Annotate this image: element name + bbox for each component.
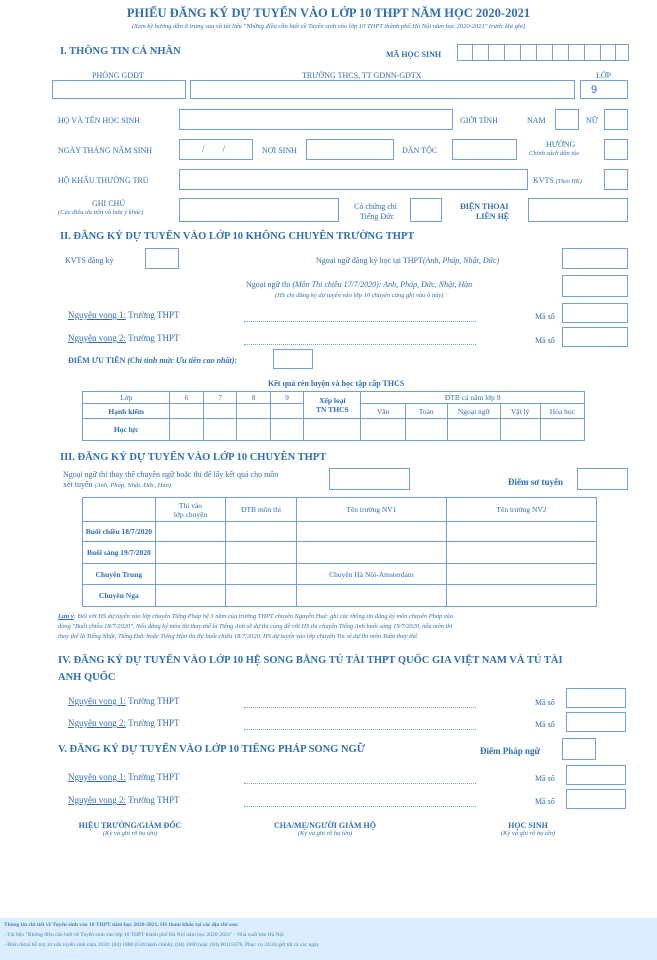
s2-wish1-code-label: Mã số	[535, 312, 555, 321]
kvts-reg-label: KVTS đăng ký	[65, 256, 114, 265]
s4-wish2	[68, 718, 180, 728]
dept-field[interactable]	[52, 80, 186, 99]
dob-value: / /	[202, 144, 226, 154]
row-label-academic: Học lực	[83, 419, 170, 441]
lang-exam-field[interactable]	[562, 275, 628, 297]
kvts-sub: (Theo HK)	[555, 179, 582, 185]
grid-rank-header	[304, 392, 361, 419]
sig-principal-sub: (Ký và ghi rõ họ tên)	[102, 830, 158, 837]
dob-field[interactable]	[179, 139, 253, 160]
grid-header-class: Lớp	[83, 392, 170, 404]
s4-wish1-code-label: Mã số	[535, 698, 555, 707]
lang-reg-field[interactable]	[562, 248, 628, 269]
signature-student[interactable]	[458, 821, 598, 837]
female-checkbox[interactable]	[604, 109, 628, 130]
s3-lang-label-2-text: xét tuyển	[63, 480, 93, 489]
prelim-label: Điểm sơ tuyển	[508, 477, 563, 487]
spec-r1-avg[interactable]	[226, 522, 297, 542]
lang-exam-note: (HS chỉ đăng ký dự tuyển vào lớp 10 chuyên cũng ghi vào ô này)	[275, 292, 444, 299]
section3-heading: III. ĐĂNG KÝ DỰ TUYỂN VÀO LỚP 10 CHUYÊN THPT	[60, 452, 327, 463]
subject-hoahoc: Hóa học	[540, 403, 584, 418]
s3-note-1	[58, 613, 453, 620]
s4-wish2-label: Nguyện vọng 2:	[68, 718, 126, 728]
dob-label: NGÀY THÁNG NĂM SINH	[58, 146, 152, 155]
spec-r2-nv2[interactable]	[446, 542, 596, 564]
s3-note-2: dòng "Buổi chiều 18/7/2020". Nếu đăng ký môn thi thay thế là Tiếng Anh sẽ dự thi cùng đề với HS thi chuyên Tiếng Anh buổi sáng 19/7/2020, nếu môn thi	[58, 623, 453, 630]
lang-exam-label-text: Ngoại ngữ thi	[246, 280, 291, 289]
academic-7[interactable]	[203, 419, 236, 441]
rank-label-2: TN THCS	[316, 405, 349, 415]
spec-r2-nv1[interactable]	[296, 542, 446, 564]
school-field[interactable]	[190, 80, 575, 99]
s2-wish1-prefix: Trường THPT	[128, 310, 180, 320]
s4-wish1-prefix: Trường THPT	[128, 696, 180, 706]
section4-heading-2: ANH QUỐC	[58, 672, 116, 683]
footer-line-2: - Tài liệu "Những điều cần biết về Tuyển sinh vào lớp 10 THPT thành phố Hà Nội năm học 2020-2021" - Nhà xuất bản Hà Nội	[4, 932, 284, 938]
s2-wish2-code-field[interactable]	[562, 327, 628, 347]
kvts-label-text: KVTS	[533, 176, 554, 185]
s2-wish1-code-field[interactable]	[562, 303, 628, 323]
note-field[interactable]	[179, 198, 339, 222]
footer-line-3: - Điện thoại hỗ trợ, tư vấn tuyển sinh năm 2020: (04) 1088 (Gửi hành chính); (04) 1080 hoặc (04) 80115678. Phục vụ 24/24 giờ tất cả các ngày	[4, 942, 320, 948]
lang-reg-label-text: Ngoại ngữ đăng ký học tại THPT	[316, 256, 423, 265]
s4-wish1	[68, 696, 180, 706]
spec-col-exam-1: Thi vào	[178, 500, 203, 510]
phone-label-1: ĐIỆN THOẠI	[460, 202, 509, 211]
priority-sub: (Chỉ tính mức Ưu tiên cao nhất):	[127, 356, 238, 365]
s4-wish1-code-field[interactable]	[566, 688, 626, 708]
s5-wish1-prefix: Trường THPT	[128, 772, 180, 782]
grid-header-6: 6	[170, 392, 203, 404]
section5-heading: V. ĐĂNG KÝ DỰ TUYỂN VÀO LỚP 10 TIẾNG PHÁP SONG NGỮ	[58, 744, 366, 755]
spec-r3-nv2[interactable]	[446, 564, 596, 585]
spec-corner	[83, 498, 156, 522]
kvts-reg-field[interactable]	[145, 248, 179, 269]
cert-label-1: Có chứng chỉ	[354, 202, 397, 211]
subject-van: Văn	[361, 403, 405, 418]
s4-wish1-label: Nguyện vọng 1:	[68, 696, 126, 706]
s2-wish2	[68, 333, 180, 343]
avg-ngoaingu[interactable]	[447, 419, 500, 441]
spec-r1-nv2[interactable]	[446, 522, 596, 542]
sig-principal-title: HIỆU TRƯỞNG/GIÁM ĐỐC	[78, 821, 182, 830]
spec-r3-exam[interactable]	[155, 564, 226, 585]
subject-toan: Toán	[405, 403, 447, 418]
s3-note-label: Lưu ý	[58, 613, 74, 620]
signature-parent[interactable]	[250, 821, 400, 837]
s2-wish2-label: Nguyện vọng 2:	[68, 333, 126, 343]
academic-9[interactable]	[270, 419, 303, 441]
sig-student-title: HỌC SINH	[508, 821, 548, 830]
ethnicity-label: DÂN TỘC	[402, 146, 438, 155]
s5-wish2-code-label: Mã số	[535, 797, 555, 806]
class-label: LỚP	[596, 71, 612, 80]
grid-header-8: 8	[237, 392, 270, 404]
note-label: GHI CHÚ	[92, 199, 126, 208]
policy-sub: Chính sách dân tộc	[529, 150, 580, 157]
conduct-9[interactable]	[270, 403, 303, 418]
birthplace-label: NƠI SINH	[262, 146, 297, 155]
row-label-conduct: Hạnh kiểm	[83, 403, 170, 418]
class-field[interactable]	[580, 80, 628, 99]
s5-wish2	[68, 795, 180, 805]
s3-lang-sub: (Anh, Pháp, Nhật, Đức, Hàn)	[94, 482, 172, 489]
rank-field[interactable]	[304, 419, 361, 441]
french-score-label: Điểm Pháp ngữ	[480, 746, 540, 756]
sig-student-sub: (Ký và ghi rõ họ tên)	[500, 830, 556, 837]
spec-col-exam-2: lớp chuyên	[173, 509, 208, 519]
sig-parent-title: CHA/MẸ/NGƯỜI GIÁM HỘ	[274, 821, 376, 830]
priority-field[interactable]	[273, 349, 313, 369]
note-sub: (Các điều ưu tiên và hưu ý khác)	[58, 209, 144, 216]
female-label: NỮ	[586, 116, 598, 125]
name-field[interactable]	[179, 109, 453, 130]
results-title: Kết quả rèn luyện và học tập cấp THCS	[268, 379, 405, 388]
s4-wish2-code-label: Mã số	[535, 720, 555, 729]
policy-label: HƯỞNG	[546, 140, 576, 149]
spec-r1-nv1[interactable]	[296, 522, 446, 542]
lang-reg-label	[316, 256, 499, 265]
form-title: PHIẾU ĐĂNG KÝ DỰ TUYỂN VÀO LỚP 10 THPT NĂM HỌC 2020-2021	[126, 6, 531, 20]
gender-label: GIỚI TÍNH	[460, 116, 498, 125]
ethnicity-field[interactable]	[452, 139, 517, 160]
subject-ngoaingu: Ngoại ngữ	[447, 403, 500, 418]
s5-wish1-label: Nguyện vọng 1:	[68, 772, 126, 782]
s5-wish2-label: Nguyện vọng 2:	[68, 795, 126, 805]
spec-col-exam	[155, 498, 226, 522]
conduct-7[interactable]	[203, 403, 236, 418]
rank-label-1: Xếp loại	[319, 396, 346, 406]
spec-r4-avg[interactable]	[226, 585, 297, 607]
lang-exam-label	[246, 280, 472, 289]
s2-wish2-line[interactable]	[244, 344, 476, 345]
footer-line-1: Thông tin chi tiết về Tuyển sinh vào 10 THPT năm học 2020-2021, HS tham khảo tại các địa chỉ sau:	[4, 922, 239, 928]
s2-wish2-code-label: Mã số	[535, 336, 555, 345]
avg-van[interactable]	[361, 419, 405, 441]
spec-col-nv1: Tên trường NV1	[296, 498, 446, 522]
s2-wish1-label: Nguyện vọng 1:	[68, 310, 126, 320]
s5-wish1-code-label: Mã số	[535, 774, 555, 783]
kvts-field[interactable]	[604, 169, 628, 190]
s5-wish2-line[interactable]	[244, 806, 476, 807]
french-score-field[interactable]	[562, 738, 596, 760]
s4-wish2-code-field[interactable]	[566, 712, 626, 732]
s2-wish1-line[interactable]	[244, 321, 476, 322]
spec-row-2: Buổi sáng 19/7/2020	[83, 542, 156, 564]
specialty-table	[82, 497, 597, 607]
s3-lang-field[interactable]	[329, 468, 410, 490]
spec-hn-ams: Chuyên Hà Nội-Amsterdam	[296, 564, 446, 585]
male-checkbox[interactable]	[555, 109, 579, 130]
s5-wish1-line[interactable]	[244, 783, 476, 784]
academic-6[interactable]	[170, 419, 203, 441]
s2-wish1	[68, 310, 180, 320]
results-table	[82, 391, 585, 441]
spec-r4-nv2[interactable]	[446, 585, 596, 607]
spec-row-1: Buổi chiều 18/7/2020	[83, 522, 156, 542]
s3-note-3: thay thế là Tiếng Nhật, Tiếng Đức hoặc Tiếng Hàn thi thi buổi chiều 18/7/2020. HS dự tuyển vào lớp chuyên Tin sẽ dự thi môn Toán thay thế.	[58, 633, 419, 640]
grid-avg-header: ĐTB cả năm lớp 9	[361, 392, 585, 404]
s4-wish1-line[interactable]	[244, 707, 476, 708]
school-label: TRƯỜNG THCS, TT GDNN-GDTX	[302, 71, 422, 80]
birthplace-field[interactable]	[306, 139, 394, 160]
grid-header-7: 7	[203, 392, 236, 404]
prelim-field[interactable]	[577, 468, 628, 490]
spec-r4-nv1[interactable]	[296, 585, 446, 607]
s4-wish2-prefix: Trường THPT	[128, 718, 180, 728]
policy-checkbox[interactable]	[604, 139, 628, 160]
phone-field[interactable]	[528, 198, 628, 222]
lang-exam-sub: (Môn Thi chiều 17/7/2020): Anh, Pháp, Đức, Nhật, Hàn	[292, 280, 473, 289]
lang-reg-sub: (Anh, Pháp, Nhật, Đức)	[422, 256, 500, 265]
priority-label-text: ĐIỂM ƯU TIÊN	[68, 356, 126, 365]
s5-wish2-prefix: Trường THPT	[128, 795, 180, 805]
spec-r2-exam[interactable]	[155, 542, 226, 564]
s4-wish2-line[interactable]	[244, 729, 476, 730]
conduct-8[interactable]	[237, 403, 270, 418]
spec-col-nv2: Tên trường NV2	[446, 498, 596, 522]
conduct-6[interactable]	[170, 403, 203, 418]
section4-heading-1: IV. ĐĂNG KÝ DỰ TUYỂN VÀO LỚP 10 HỆ SONG BẰNG TÚ TÀI THPT QUỐC GIA VIỆT NAM VÀ TÚ TÀI	[58, 655, 563, 666]
spec-col-avg: ĐTB môn thi	[226, 498, 297, 522]
s5-wish1-code-field[interactable]	[566, 765, 626, 785]
class-value: 9	[591, 84, 598, 96]
s3-note-text-1: : Đối với HS dự tuyển vào lớp chuyên Tiếng Pháp hệ 3 năm của trường THPT chuyên Nguyễn Huệ: ghi các thông tin đăng ký môn chuyên Pháp vào	[73, 613, 454, 620]
male-label: NAM	[527, 116, 546, 125]
student-code-cells[interactable]	[457, 44, 629, 61]
form-subtitle: (Xem kỹ hướng dẫn ở trang sau và tài liệu "Những điều cần biết về Tuyển sinh vào lớp 10 THPT thành phố Hà Nội năm học 2020-2021" trước khi ghi)	[131, 23, 526, 30]
subject-vatly: Vật lý	[500, 403, 540, 418]
section1-heading: I. THÔNG TIN CÁ NHÂN	[60, 46, 181, 57]
s2-wish2-prefix: Trường THPT	[128, 333, 180, 343]
section2-heading: II. ĐĂNG KÝ DỰ TUYỂN VÀO LỚP 10 KHÔNG CHUYÊN TRƯỜNG THPT	[60, 231, 415, 242]
spec-row-4: Chuyên Nga	[83, 585, 156, 607]
academic-8[interactable]	[237, 419, 270, 441]
s5-wish2-code-field[interactable]	[566, 789, 626, 809]
dept-label: PHÒNG GDĐT	[92, 71, 144, 80]
cert-checkbox[interactable]	[410, 198, 442, 222]
spec-r2-avg[interactable]	[226, 542, 297, 564]
cert-label-2: Tiếng Đức	[360, 212, 395, 221]
s3-lang-label-1: Ngoại ngữ thi thay thế chuyên ngữ hoặc thi để lấy kết quả cho môn	[63, 470, 279, 479]
priority-label	[68, 356, 237, 365]
kvts-label	[533, 176, 582, 185]
avg-hoahoc[interactable]	[540, 419, 584, 441]
s5-wish1	[68, 772, 180, 782]
residence-label: HỘ KHẨU THƯỜNG TRÚ	[58, 176, 149, 185]
s3-lang-label-2	[63, 480, 171, 489]
student-code-label: MÃ HỌC SINH	[386, 50, 442, 59]
spec-row-3: Chuyên Trung	[83, 564, 156, 585]
sig-parent-sub: (Ký và ghi rõ họ tên)	[297, 830, 353, 837]
spec-r4-exam[interactable]	[155, 585, 226, 607]
grid-header-9: 9	[270, 392, 303, 404]
signature-principal[interactable]	[60, 821, 200, 837]
avg-vatly[interactable]	[500, 419, 540, 441]
spec-r1-exam[interactable]	[155, 522, 226, 542]
spec-r3-avg[interactable]	[226, 564, 297, 585]
phone-label-2: LIÊN HỆ	[476, 212, 510, 221]
name-label: HỌ VÀ TÊN HỌC SINH	[58, 116, 140, 125]
avg-toan[interactable]	[405, 419, 447, 441]
residence-field[interactable]	[179, 169, 528, 190]
